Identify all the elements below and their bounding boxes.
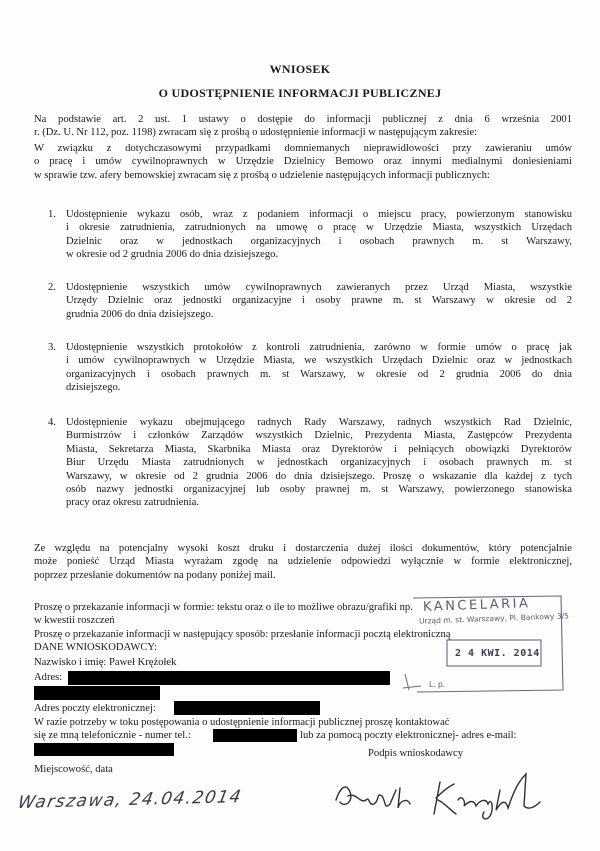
item-line: Udostępnienie wszystkich umów cywilnoprawnych zawieranych przez Urząd Miasta, wszystkie — [66, 282, 572, 293]
item-number: 1. — [48, 209, 56, 220]
item-line: Warszawy, w okresie od 2 grudnia 2006 do dnia dzisiejszego. Proszę o wskazanie dla każdej z tych — [66, 470, 572, 482]
applicant-header: DANE WNIOSKODAWCY: — [34, 642, 158, 653]
item-line: Urzędy Dzielnic oraz jednostki organizacyjne i osoby prawne m. st Warszawy w okresie od 2 — [66, 295, 572, 307]
item-line: Miasta, Sekretarza Miasta, Skarbnika Miasta oraz Dyrektorów i pełniących obowiązki Dyrektorów — [66, 443, 572, 455]
redacted-email — [174, 701, 320, 715]
stamp-date: 2 4 KWI. 2014 — [455, 648, 540, 659]
address-label: Adres: — [34, 672, 63, 683]
item-line: pracy oraz okresu zatrudnienia. — [66, 497, 199, 509]
list-item — [66, 341, 572, 395]
email-label: Adres poczty elektronicznej: — [34, 703, 156, 714]
item-line: i okresie zatrudnienia, zatrudnionych na umowę o pracę w Urzędzie Miasta, wszystkich Urzędach — [66, 222, 572, 234]
item-line: osób nazwy jednostki organizacyjnej lub osoby prawnej m. st Warszawy, powierzonego stanowiska — [66, 484, 572, 496]
stamp-address: Urząd m. st. Warszawy, Pl. Bankowy 3/5 — [418, 611, 570, 626]
intro-line: r. (Dz. U. Nr 112, poz. 1198) zwracam się z prośbą o udostępnienie informacji w następującym zakresie: — [34, 127, 478, 139]
document-title: WNIOSEK — [269, 62, 331, 76]
intro-paragraph — [34, 113, 572, 140]
item-line: Udostępnienie wykazu obejmującego radnych Rady Warszawy, radnych wszystkich Rad Dzielnic, — [66, 417, 572, 428]
method-line: Proszę o przekazanie informacji w następujący sposób: przesłanie informacji pocztą elektroniczną — [34, 629, 451, 640]
item-number: 2. — [48, 282, 56, 293]
item-line: Udostępnienie wszystkich protokołów z kontroli zatrudnienia, zarówno w formie umów o pracę jak — [66, 342, 572, 353]
item-line: grudnia 2006 do dnia dzisiejszego. — [66, 308, 214, 320]
item-line: Biur Urzędu Miasta zatrudnionych w jednostkach organizacyjnych i osobach prawnych m. st — [66, 457, 572, 469]
item-line: w okresie od 2 grudnia 2006 do dnia dzisiejszego. — [66, 249, 279, 261]
contact-line: W razie potrzeby w toku postępowania o udostępnienie informacji publicznej proszę kontaktować — [34, 717, 450, 728]
redacted-contact-email — [34, 743, 174, 756]
item-line: dzisiejszego. — [66, 382, 121, 394]
intro-line: W związku z dotychczasowymi przypadkami domniemanych nieprawidłowości przy zawieraniu umów — [34, 143, 572, 154]
office-stamp — [395, 594, 570, 694]
format-line: Proszę o przekazanie informacji w formie: tekstu oraz o ile to możliwe obrazu/grafiki np. — [34, 602, 413, 613]
redacted-phone — [213, 729, 297, 742]
context-paragraph — [34, 142, 572, 182]
redacted-address — [68, 671, 390, 685]
closing-line: poprzez przesłanie dokumentów na podany poniżej mail. — [34, 569, 276, 581]
list-item — [66, 281, 572, 321]
item-line: Burmistrzów i członków Zarządów wszystkich Dzielnic, Prezydenta Miasta, Zastępców Prezydenta — [66, 430, 572, 442]
item-number: 3. — [48, 342, 56, 353]
signature-scribble — [330, 770, 560, 825]
closing-paragraph — [34, 542, 572, 582]
name-field: Nazwisko i imię: Paweł Krężołek — [34, 657, 177, 668]
redacted-address-line2 — [34, 686, 160, 700]
handwritten-place-date: Warszawa, 24.04.2014 — [16, 787, 244, 813]
document-subtitle: O UDOSTĘPNIENIE INFORMACJI PUBLICZNEJ — [158, 86, 442, 100]
intro-line: Na podstawie art. 2 ust. 1 ustawy o dostępie do informacji publicznej z dnia 6 września 2001 — [34, 114, 572, 125]
stamp-title: KANCELARIA — [422, 596, 531, 615]
item-number: 4. — [48, 417, 56, 428]
intro-line: w sprawie tzw. afery bemowskiej zwracam się z prośbą o udzielenie następujących informacji publicznych: — [34, 169, 490, 181]
format-line-continued: w kwestii roszczeń — [34, 615, 115, 626]
signature-label: Podpis wnioskodawcy — [368, 748, 464, 759]
contact-email-label: lub za pomocą poczty elektronicznej- adres e-mail: — [300, 730, 517, 741]
intro-line: o pracę i umów cywilnoprawnych w Urzędzie Dzielnicy Bemowo oraz innymi medialnymi doniesieniami — [34, 156, 572, 168]
item-line: Dzielnic oraz w jednostkach organizacyjnych i osobach prawnych m. st Warszawy, — [66, 235, 572, 247]
closing-line: Ze względu na potencjalny wysoki koszt druku i dostarczenia dużej ilości dokumentów, który potencjalnie — [34, 543, 572, 554]
item-line: organizacyjnych i osobach prawnych m. st Warszawy, w okresie od 2 grudnia 2006 do dnia — [66, 368, 572, 380]
contact-phone-label: się ze mną telefonicznie - numer tel.: — [34, 730, 191, 741]
place-date-label: Miejscowość, data — [34, 764, 113, 775]
item-line: Udostępnienie wykazu osób, wraz z podaniem informacji o miejscu pracy, powierzonym stanowisku — [66, 209, 572, 220]
list-item — [66, 416, 572, 510]
closing-line: może ponieść Urząd Miasta wyrażam zgodę na udzielenie odpowiedzi wyłącznie w formie elektronicznej, — [34, 556, 572, 568]
stamp-lp: L. p. — [429, 680, 446, 689]
list-item — [66, 208, 572, 262]
item-line: i umów cywilnoprawnych w Urzędzie Miasta, we wszystkich Urzędach Dzielnic oraz w jednostkach — [66, 355, 572, 367]
